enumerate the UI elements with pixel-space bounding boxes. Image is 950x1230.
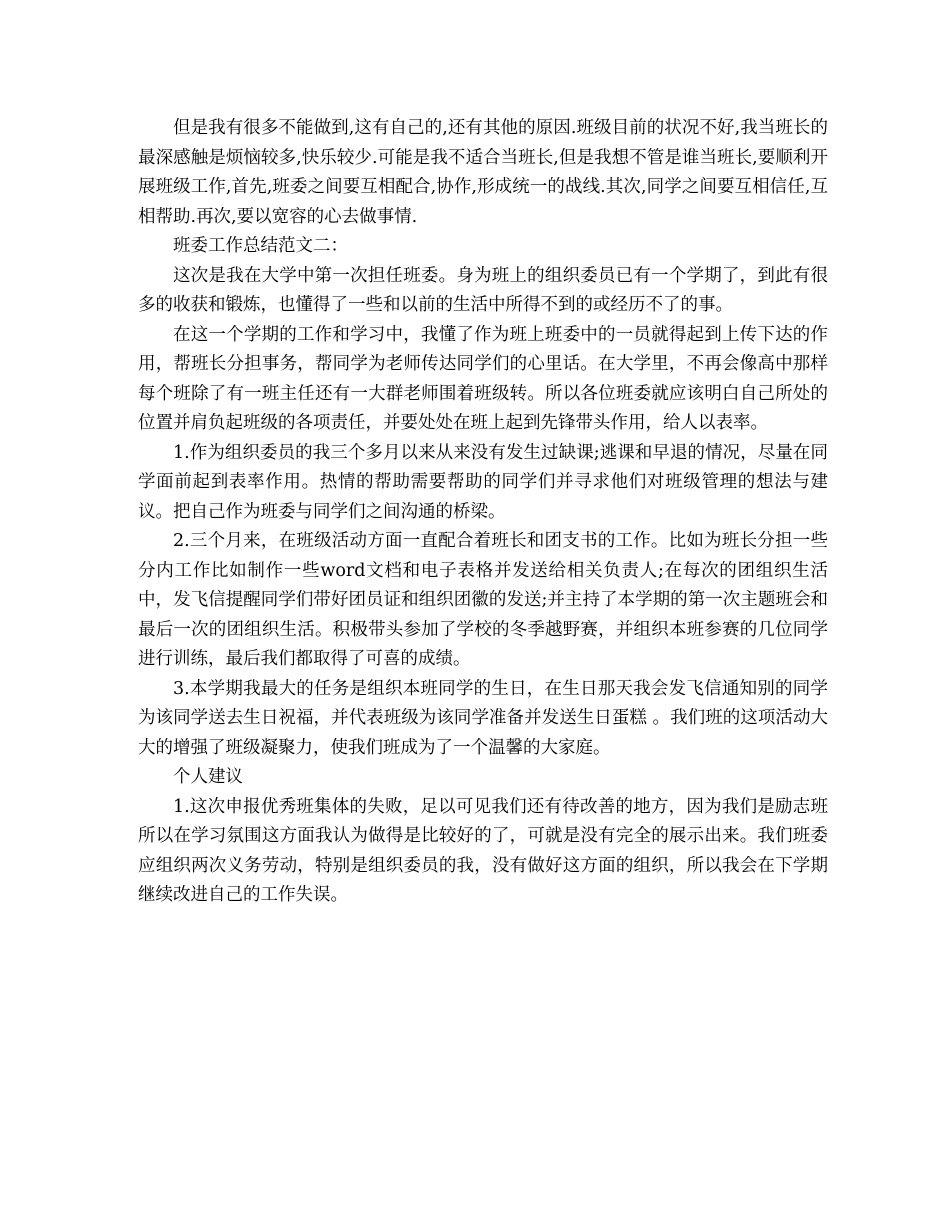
document-page [138, 114, 828, 911]
suggestion-item-1: 1.这次申报优秀班集体的失败，足以可见我们还有待改善的地方，因为我们是励志班所以在学习氛围这方面我认为做得是比较好的了，可就是没有完全的展示出来。我们班委应组织两次义务劳动，特别是组织委员的我，没有做好这方面的组织，所以我会在下学期继续改进自己的工作失误。 [138, 796, 828, 905]
paragraph-1: 但是我有很多不能做到,这有自己的,还有其他的原因.班级目前的状况不好,我当班长的最深感触是烦恼较多,快乐较少.可能是我不适合当班长,但是我想不管是谁当班长,要顺利开展班级工作,首先,班委之间要互相配合,协作,形成统一的战线.其次,同学之间要互相信任,互相帮助.再次,要以宽容的心去做事情. [138, 118, 828, 227]
list-item-3: 3.本学期我最大的任务是组织本班同学的生日，在生日那天我会发飞信通知别的同学为该同学送去生日祝福，并代表班级为该同学准备并发送生日蛋糕 。我们班的这项活动大大的增强了班级凝聚力，使我们班成为了一个温馨的大家庭。 [138, 678, 828, 758]
list-item-2: 2.三个月来，在班级活动方面一直配合着班长和团支书的工作。比如为班长分担一些分内工作比如制作一些word文档和电子表格并发送给相关负责人;在每次的团组织生活中，发飞信提醒同学们带好团员证和组织团徽的发送;并主持了本学期的第一次主题班会和最后一次的团组织生活。积极带头参加了学校的冬季越野赛，并组织本班参赛的几位同学进行训练，最后我们都取得了可喜的成绩。 [138, 531, 828, 669]
section-heading-personal-suggestions: 个人建议 [173, 767, 243, 787]
list-item-1: 1.作为组织委员的我三个多月以来从来没有发生过缺课;逃课和早退的情况，尽量在同学面前起到表率作用。热情的帮助需要帮助的同学们并寻求他们对班级管理的想法与建议。把自己作为班委与同学们之间沟通的桥梁。 [138, 442, 828, 522]
paragraph-4: 在这一个学期的工作和学习中，我懂了作为班上班委中的一员就得起到上传下达的作用，帮班长分担事务，帮同学为老师传达同学们的心里话。在大学里，不再会像高中那样每个班除了有一班主任还有一大群老师围着班级转。所以各位班委就应该明白自己所处的位置并肩负起班级的各项责任，并要处处在班上起到先锋带头作用，给人以表率。 [138, 324, 828, 433]
section-heading-fanwen-er: 班委工作总结范文二： [173, 236, 348, 256]
paragraph-3: 这次是我在大学中第一次担任班委。身为班上的组织委员已有一个学期了，到此有很多的收获和锻炼，也懂得了一些和以前的生活中所得不到的或经历不了的事。 [138, 265, 828, 315]
